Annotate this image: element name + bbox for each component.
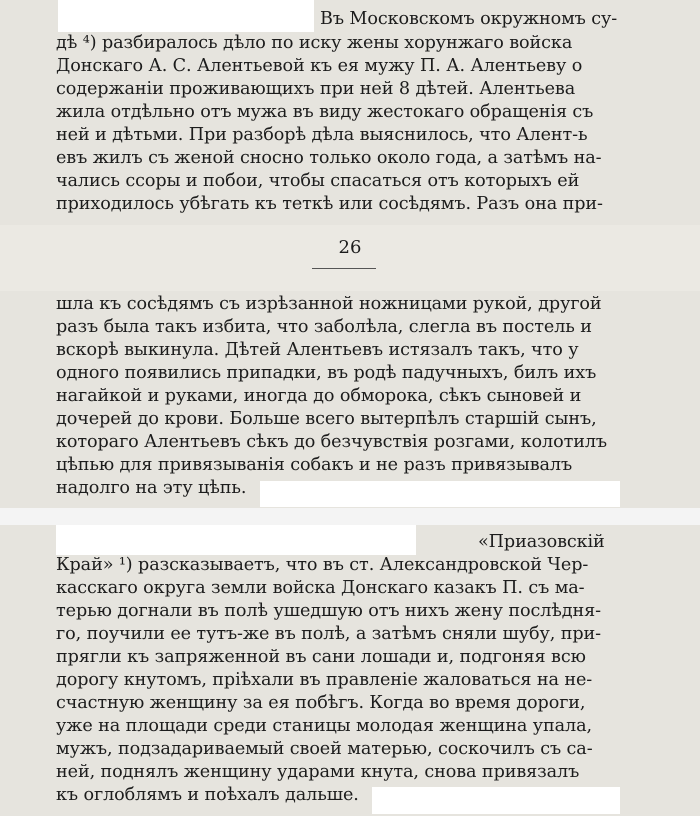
redaction-box: [56, 525, 416, 555]
text-line: дѣ ⁴) разбиралось дѣло по иску жены хорунжаго войска: [56, 33, 573, 53]
text-line: касскаго округа земли войска Донскаго казакъ П. съ ма-: [56, 578, 585, 598]
text-line: разъ была такъ избита, что заболѣла, слегла въ постель и: [56, 317, 592, 337]
text-line: одного появились припадки, въ родѣ падучныхъ, билъ ихъ: [56, 363, 597, 383]
redaction-box: [260, 481, 620, 507]
text-line: евъ жилъ съ женой сносно только около года, а затѣмъ на-: [56, 148, 602, 168]
text-line: котораго Алентьевъ сѣкъ до безчувствія розгами, колотилъ: [56, 432, 608, 452]
text-line: къ оглоблямъ и поѣхалъ дальше.: [56, 785, 359, 805]
redaction-box: [58, 0, 314, 32]
text-line: жила отдѣльно отъ мужа въ виду жестокаго обращенія съ: [56, 102, 594, 122]
divider: [312, 268, 376, 269]
text-line: приходилось убѣгать къ теткѣ или сосѣдямъ. Разъ она при-: [56, 194, 603, 214]
text-line: Донскаго А. С. Алентьевой къ ея мужу П. А. Алентьеву о: [56, 56, 583, 76]
text-line: ней и дѣтьми. При разборѣ дѣла выяснилось, что Алент-ь: [56, 125, 588, 145]
text-line: «Приазовскій: [478, 532, 605, 552]
text-line: цѣпью для привязыванія собакъ и не разъ привязывалъ: [56, 455, 573, 475]
text-line: нагайкой и руками, иногда до обморока, сѣкъ сыновей и: [56, 386, 582, 406]
text-line: мужъ, подзадариваемый своей матерью, соскочилъ съ са-: [56, 739, 593, 759]
page-number-area: [0, 225, 700, 291]
text-line: надолго на эту цѣпь.: [56, 478, 247, 498]
text-block-3: [0, 525, 700, 816]
text-block-2: [0, 291, 700, 508]
redaction-box: [372, 787, 620, 814]
text-line: го, поучили ее тутъ-же въ полѣ, а затѣмъ сняли шубу, при-: [56, 624, 602, 644]
text-line: Край» ¹) разсказываетъ, что въ ст. Александровской Чер-: [56, 555, 589, 575]
text-line: Въ Московскомъ окружномъ су-: [320, 9, 618, 29]
text-line: уже на площади среди станицы молодая женщина упала,: [56, 716, 592, 736]
text-line: шла къ сосѣдямъ съ изрѣзанной ножницами рукой, другой: [56, 294, 602, 314]
text-line: терью догнали въ полѣ ушедшую отъ нихъ жену послѣдня-: [56, 601, 602, 621]
text-line: ней, поднялъ женщину ударами кнута, снова привязалъ: [56, 762, 580, 782]
text-block-1: [0, 0, 700, 225]
text-line: счастную женщину за ея побѣгъ. Когда во время дороги,: [56, 693, 586, 713]
text-line: вскорѣ выкинула. Дѣтей Алентьевъ истязалъ такъ, что у: [56, 340, 579, 360]
page-number: 26: [338, 237, 362, 258]
text-line: дорогу кнутомъ, пріѣхали въ правленіе жаловаться на не-: [56, 670, 593, 690]
text-line: чались ссоры и побои, чтобы спасаться отъ которыхъ ей: [56, 171, 580, 191]
text-line: прягли къ запряженной въ сани лошади и, подгоняя всю: [56, 647, 586, 667]
text-line: дочерей до крови. Больше всего вытерпѣлъ старшій сынъ,: [56, 409, 597, 429]
text-line: содержаніи проживающихъ при ней 8 дѣтей. Алентьева: [56, 79, 576, 99]
